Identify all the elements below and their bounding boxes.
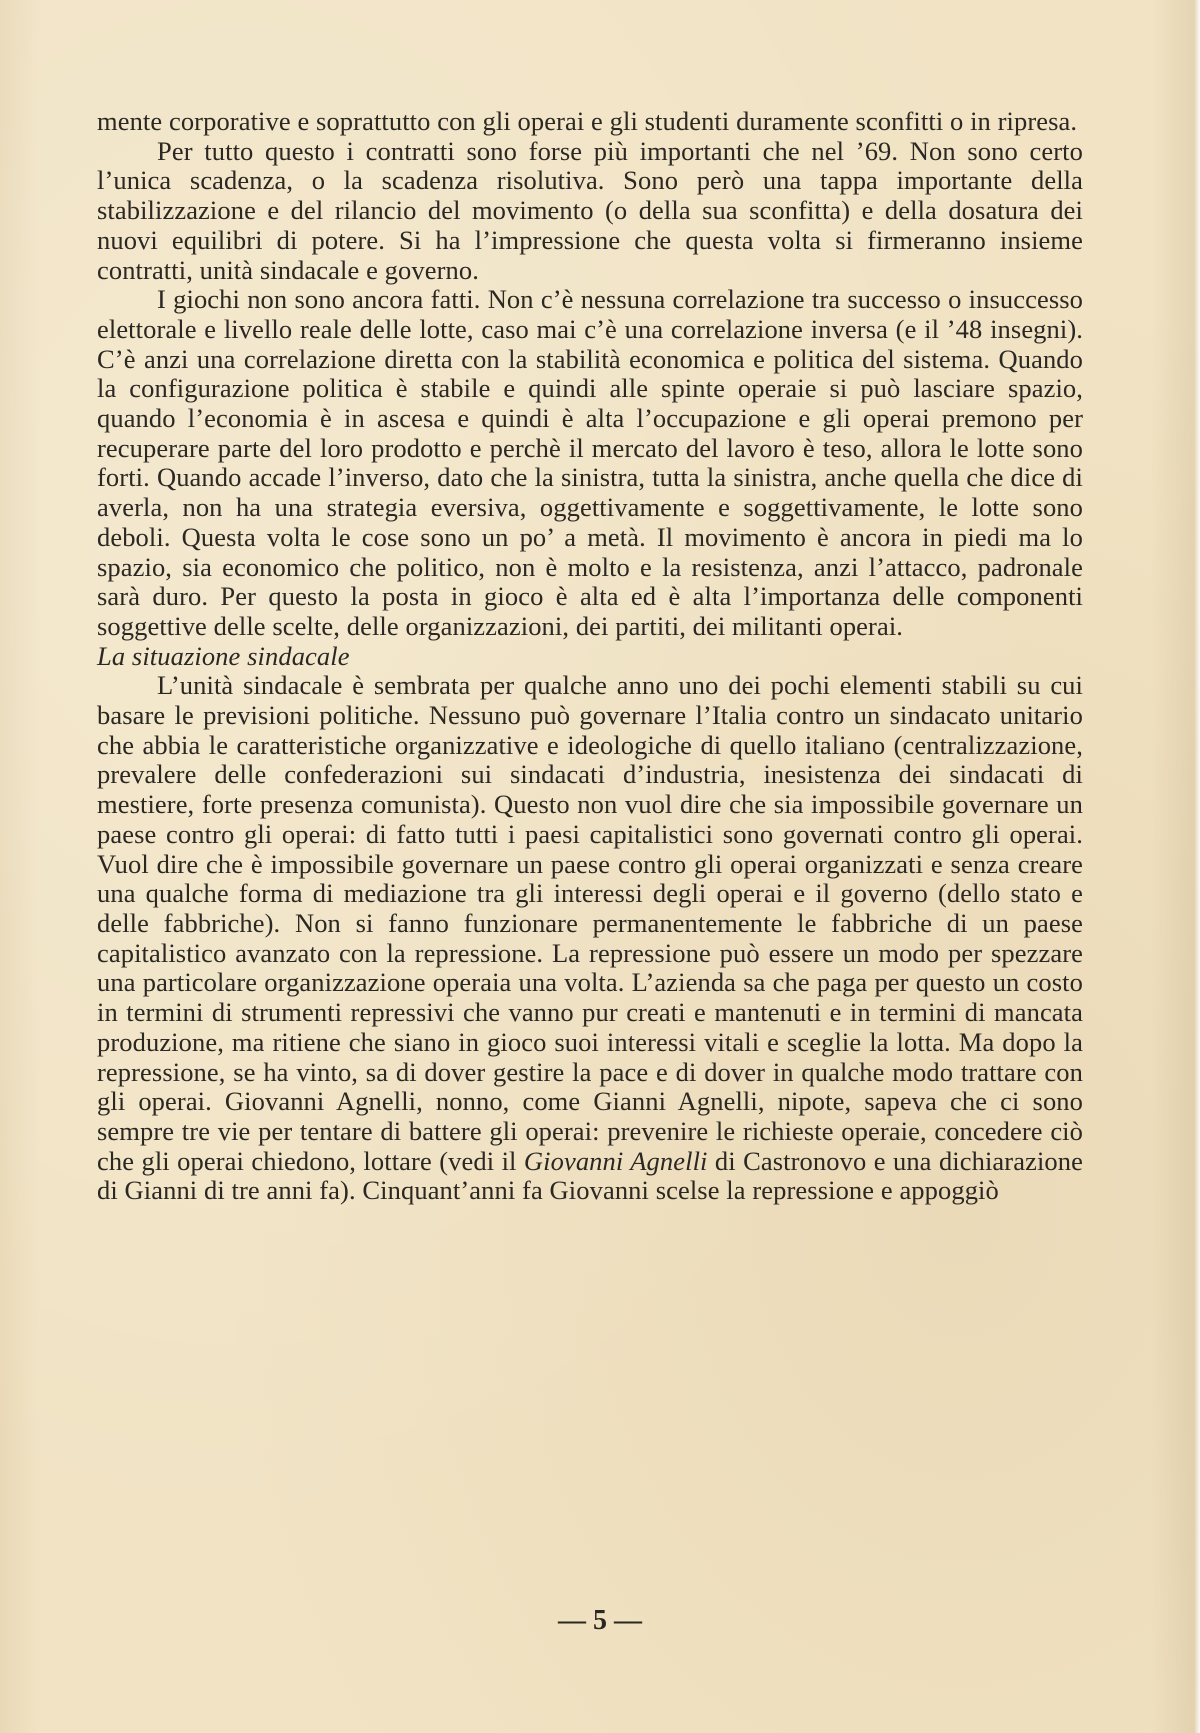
paragraph-games: I giochi non sono ancora fatti. Non c’è nessuna correlazione tra successo o insuccesso elettorale e livello reale delle lotte, caso mai c’è una correlazione inversa (e il ’48 insegni). C’è anzi una correlazione diretta con la stabilità economica e politica del sistema. Quando la configurazione politica è stabile e quindi alle spinte operaie si può lasciare spazio, quando l’economia è in ascesa e quindi è alta l’occupazione e gli operai premono per recuperare parte del loro prodotto e perchè il mercato del lavoro è teso, allora le lotte sono forti. Quando accade l’inverso, dato che la sinistra, tutta la sinistra, anche quella che dice di averla, non ha una strategia eversiva, oggettivamente e soggettivamente, le lotte sono deboli. Questa volta le cose sono un po’ a metà. Il movimento è ancora in piedi ma lo spazio, sia economico che politico, non è molto e la resistenza, anzi l’attacco, padronale sarà duro. Per questo la posta in gioco è alta ed è alta l’importanza delle componenti soggettive delle scelte, delle organizzazioni, dei partiti, dei militanti operai. xyxy=(97,284,1083,641)
section-heading: La situazione sindacale xyxy=(97,640,350,671)
page-edge xyxy=(1194,0,1200,1733)
paragraph-union-unity-end: di Castronovo e una dichiarazione di Gianni di tre anni fa). Cinquant’anni fa Giovanni scelse la repressione e appoggiò xyxy=(97,1145,1083,1206)
paragraph-union-unity xyxy=(97,671,1083,1206)
book-title-italic: Giovanni Agnelli xyxy=(523,1145,708,1176)
page-number: — 5 — xyxy=(558,1605,642,1636)
paragraph-union-unity-text: L’unità sindacale è sembrata per qualche anno uno dei pochi elementi stabili su cui basare le previsioni politiche. Nessuno può governare l’Italia contro un sindacato unitario che abbia le caratteristiche organizzative e ideologiche di quello italiano (centralizzazione, prevalere delle confederazioni sui sindacati d’industria, inesistenza dei sindacati di mestiere, forte presenza comunista). Questo non vuol dire che sia impossibile governare un paese contro gli operai: di fatto tutti i paesi capitalistici sono governati contro gli operai. Vuol dire che è impossibile governare un paese contro gli operai organizzati e senza creare una qualche forma di mediazione tra gli interessi degli operai e il governo (dello stato e delle fabbriche). Non si fanno funzionare permanentemente le fabbriche di un paese capitalistico avanzato con la repressione. La repressione può essere un modo per spezzare una particolare organizzazione operaia una volta. L’azienda sa che paga per questo un costo in termini di strumenti repressivi che vanno pur creati e mantenuti e in termini di mancata produzione, ma ritiene che siano in gioco suoi interessi vitali e sceglie la lotta. Ma dopo la repressione, se ha vinto, sa di dover gestire la pace e di dover in qualche modo trattare con gli operai. Giovanni Agnelli, nonno, come Gianni Agnelli, nipote, sapeva che ci sono sempre tre vie per tentare di battere gli operai: prevenire le richieste operaie, concedere ciò che gli operai chiedono, lottare (vedi il xyxy=(97,670,1083,1176)
paragraph-contracts: Per tutto questo i contratti sono forse più importanti che nel ’69. Non sono certo l’unica scadenza, o la scadenza risolutiva. Sono però una tappa importante della stabilizzazione e del rilancio del movimento (o della sua sconfitta) e della dosatura dei nuovi equilibri di potere. Si ha l’impressione che questa volta si firmeranno insieme contratti, unità sindacale e governo. xyxy=(97,135,1083,285)
paragraph-continuation: mente corporative e soprattutto con gli operai e gli studenti duramente sconfitti o in ripresa. xyxy=(97,106,1078,136)
body-text xyxy=(97,107,1083,1206)
